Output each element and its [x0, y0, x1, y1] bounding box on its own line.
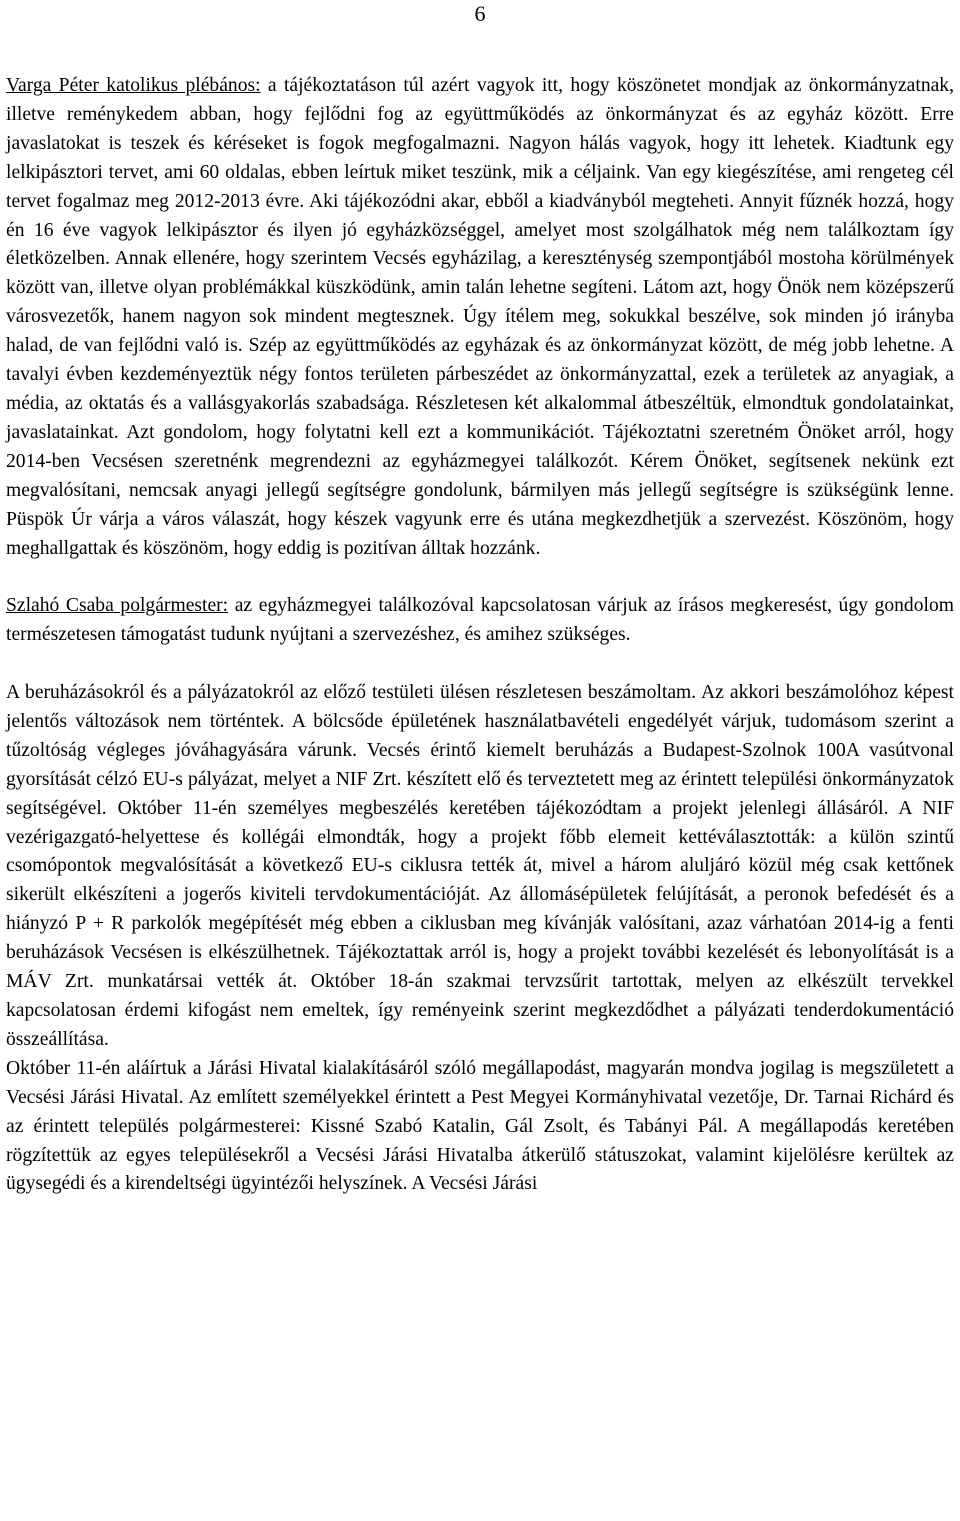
paragraph-szlaho — [6, 592, 954, 650]
paragraph-text: A beruházásokról és a pályázatokról az előző testületi ülésen részletesen beszámoltam. Az akkori beszámolóhoz képest jelentős változások nem történtek. A bölcsőde épületének használatbavételi engedélyét várjuk, tudomásom szerint a tűzoltóság végleges jóváhagyására várunk. Vecsés érintő kiemelt beruházás a Budapest-Szolnok 100A vasútvonal gyorsítását célzó EU-s pályázat, melyet a NIF Zrt. készített elő és terveztetett meg az érintett települési önkormányzatok segítségével. Október 11-én személyes megbeszélés keretében tájékozódtam a projekt jelenlegi állásáról. A NIF vezérigazgató-helyettese és kollégái elmondták, hogy a projekt főbb elemeit kettéválasztották: a külön szintű csomópontok megvalósítását a következő EU-s ciklusra tették át, mivel a három aluljáró közül még csak kettőnek sikerült elkészíteni a jogerős kiviteli tervdokumentációját. Az állomásépületek felújítását, a peronok befedését és a hiányzó P + R parkolók megépítését még ebben a ciklusban meg kívánják valósítani, azaz várhatóan 2014-ig a fenti beruházások Vecsésen is elkészülhetnek. Tájékoztattak arról is, hogy a projekt további kezelését és lebonyolítását is a MÁV Zrt. munkatársai vették át. Október 18-án szakmai tervzsűrit tartottak, melyen az elkészült tervekkel kapcsolatosan érdemi kifogást nem emeltek, így reményeink szerint megkezdődhet a pályázati tenderdokumentáció összeállítása. — [6, 682, 954, 1050]
paragraph-text: a tájékoztatáson túl azért vagyok itt, hogy köszönetet mondjak az önkormányzatnak, illetve reménykedem abban, hogy fejlődni fog az együttműködés az önkormányzat és az egyház között. Erre javaslatokat is teszek és kéréseket is fogok megfogalmazni. Nagyon hálás vagyok, hogy itt lehetek. Kiadtunk egy lelkipásztori tervet, ami 60 oldalas, ebben leírtuk miket teszünk, mik a céljaink. Van egy kiegészítése, ami rengeteg cél tervet fogalmaz meg 2012-2013 évre. Aki tájékozódni akar, ebből a kiadványból megteheti. Annyit fűznék hozzá, hogy én 16 éve vagyok lelkipásztor és ilyen jó egyházközséggel, amelyet most szolgálhatok még nem találkoztam így életközelben. Annak ellenére, hogy szerintem Vecsés egyházilag, a kereszténység szempontjából mostoha körülmények között van, illetve olyan problémákkal küszködünk, amin talán lehetne segíteni. Látom azt, hogy Önök nem középszerű városvezetők, hanem nagyon sok mindent megtesznek. Úgy ítélem meg, sokukkal beszélve, sok minden jó irányba halad, de van fejlődni való is. Szép az együttműködés az egyházak és az önkormányzat között, de még jobb lehetne. A tavalyi évben kezdeményeztük négy fontos területen párbeszédet az önkormányzattal, ezek a területek az anyagiak, a média, az oktatás és a vallásgyakorlás szabadsága. Részletesen két alkalommal átbeszéltük, elmondtuk gondolatainkat, javaslatainkat. Azt gondolom, hogy folytatni kell ezt a kommunikációt. Tájékoztatni szeretném Önöket arról, hogy 2014-ben Vecsésen szeretnénk megrendezni az egyházmegyei találkozót. Kérem Önöket, segítsenek nekünk ezt megvalósítani, nemcsak anyagi jellegű segítségre gondolunk, bármilyen más jellegű segítségre is szükségünk lenne. Püspök Úr várja a város válaszát, hogy készek vagyunk erre és utána megkezdhetjük a szervezést. Köszönöm, hogy meghallgattak és köszönöm, hogy eddig is pozitívan álltak hozzánk. — [6, 75, 955, 559]
paragraph-jarasi-hivatal — [6, 1055, 954, 1200]
paragraph-text: az egyházmegyei találkozóval kapcsolatosan várjuk az írásos megkeresést, úgy gondolom természetesen támogatást tudunk nyújtani a szervezéshez, és amihez szükséges. — [6, 595, 954, 646]
paragraph-beruhazasok — [6, 679, 954, 1055]
paragraph-spacer — [6, 563, 954, 592]
document-body — [6, 72, 954, 1199]
speaker-name: Szlahó Csaba polgármester: — [6, 595, 229, 617]
paragraph-spacer — [6, 650, 954, 679]
paragraph-varga — [6, 72, 954, 563]
paragraph-text: Október 11-én aláírtuk a Járási Hivatal kialakításáról szóló megállapodást, magyarán mondva jogilag is megszületett a Vecsési Járási Hivatal. Az említett személyekkel érintett a Pest Megyei Kormányhivatal vezetője, Dr. Tarnai Richárd és az érintett település polgármesterei: Kissné Szabó Katalin, Gál Zsolt, és Tabányi Pál. A megállapodás keretében rögzítettük az egyes településekről a Vecsési Járási Hivatalba átkerülő státuszokat, valamint kijelölésre kerültek az ügysegédi és a kirendeltségi ügyintézői helyszínek. A Vecsési Járási — [6, 1057, 954, 1195]
page-number: 6 — [474, 1, 486, 26]
speaker-name: Varga Péter katolikus plébános: — [6, 75, 261, 96]
